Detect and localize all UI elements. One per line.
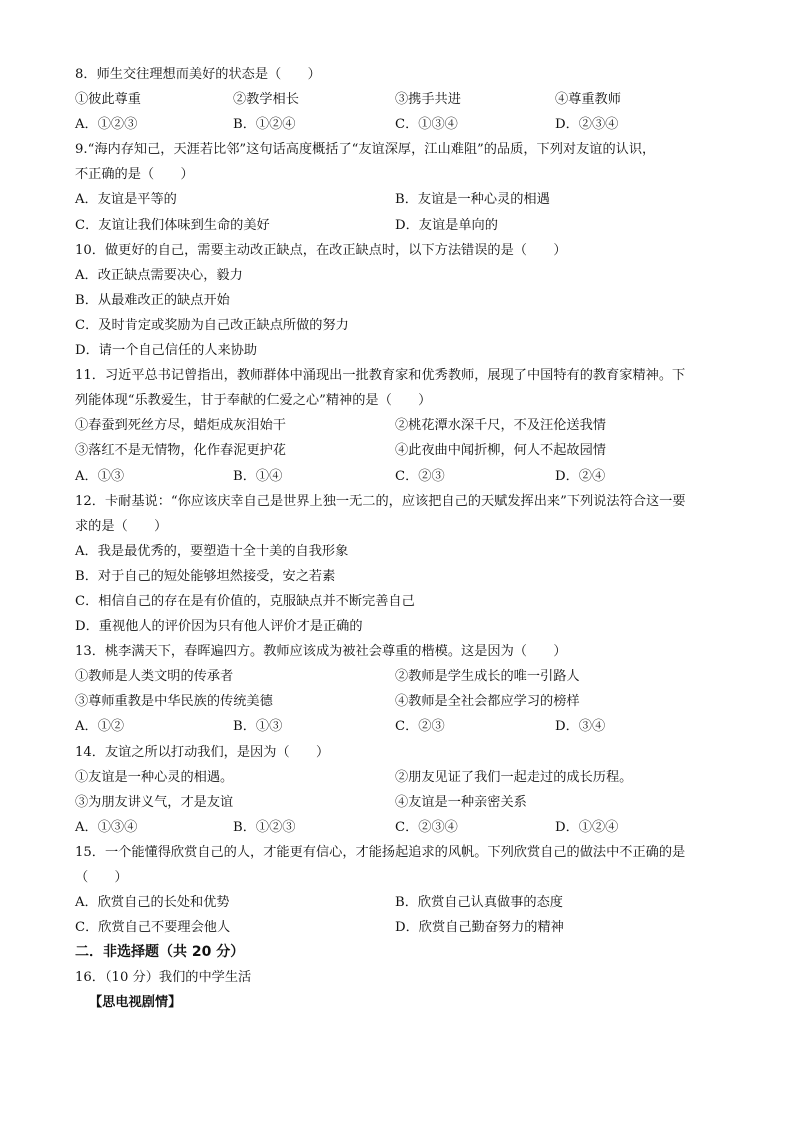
option-row xyxy=(75,815,735,840)
question-14 xyxy=(75,740,735,840)
option-row xyxy=(75,187,735,212)
question-stem: 14．友谊之所以打动我们，是因为（ ） xyxy=(75,744,330,760)
option-d: D．重视他人的评价因为只有他人评价才是正确的 xyxy=(75,619,363,635)
statement-2: ②教师是学生成长的唯一引路人 xyxy=(395,669,580,685)
question-stem: 15．一个能懂得欣赏自己的人，才能更有信心，才能扬起追求的风帆。下列欣赏自己的做法中不正确的是 xyxy=(75,844,686,860)
option-a: A．我是最优秀的，要塑造十全十美的自我形象 xyxy=(75,543,349,559)
question-9 xyxy=(75,137,735,237)
option-b: B．①④ xyxy=(233,468,283,484)
statement-row xyxy=(75,413,735,438)
option-d: D．①②④ xyxy=(555,819,619,835)
question-stem-cont: 求的是（ ） xyxy=(75,518,168,534)
statement-4: ④友谊是一种亲密关系 xyxy=(395,794,527,810)
option-row xyxy=(75,213,735,238)
statement-4: ④教师是全社会都应学习的榜样 xyxy=(395,694,580,710)
question-stem: 13．桃李满天下，春晖遍四方。教师应该成为被社会尊重的楷模。这是因为（ ） xyxy=(75,644,567,660)
statement-2: ②桃花潭水深千尺，不及汪伦送我情 xyxy=(395,418,606,434)
statement-row xyxy=(75,438,735,463)
statement-1: ①友谊是一种心灵的相遇。 xyxy=(75,769,234,785)
statement-3: ③为朋友讲义气，才是友谊 xyxy=(75,794,234,810)
option-a: A．①② xyxy=(75,719,125,735)
option-b: B．从最难改正的缺点开始 xyxy=(75,292,230,308)
option-row xyxy=(75,714,735,739)
statement-row xyxy=(75,87,735,112)
question-stem: 12．卡耐基说：“你应该庆幸自己是世界上独一无二的，应该把自己的天赋发挥出来”下列说法符合这一要 xyxy=(75,493,686,509)
question-stem: 10．做更好的自己，需要主动改正缺点，在改正缺点时，以下方法错误的是（ ） xyxy=(75,242,567,258)
option-a: A．①②③ xyxy=(75,117,138,133)
option-row xyxy=(75,915,735,940)
statement-3: ③携手共进 xyxy=(395,92,461,108)
option-d: D．②③④ xyxy=(555,117,619,133)
option-c: C．友谊让我们体味到生命的美好 xyxy=(75,217,270,233)
option-c: C．①③④ xyxy=(395,117,458,133)
option-row xyxy=(75,464,735,489)
option-d: D．欣赏自己勤奋努力的精神 xyxy=(395,920,564,936)
option-a: A．①③④ xyxy=(75,819,138,835)
question-13 xyxy=(75,639,735,739)
option-c: C．②③ xyxy=(395,468,445,484)
option-b: B．①③ xyxy=(233,719,283,735)
option-c: C．欣赏自己不要理会他人 xyxy=(75,920,231,936)
question-8 xyxy=(75,62,735,137)
statement-3: ③尊师重教是中华民族的传统美德 xyxy=(75,694,273,710)
subsection-heading: 【思电视剧情】 xyxy=(89,995,182,1011)
option-b: B．友谊是一种心灵的相遇 xyxy=(395,192,550,208)
question-stem-cont: （ ） xyxy=(75,870,128,885)
option-b: B．①②③ xyxy=(233,819,296,835)
option-b: B．欣赏自己认真做事的态度 xyxy=(395,895,563,911)
question-15 xyxy=(75,840,735,940)
option-d: D．友谊是单向的 xyxy=(395,217,498,233)
option-b: B．对于自己的短处能够坦然接受，安之若素 xyxy=(75,568,336,584)
option-c: C．及时肯定或奖励为自己改正缺点所做的努力 xyxy=(75,317,349,333)
option-a: A．友谊是平等的 xyxy=(75,192,177,208)
statement-1: ①春蚕到死丝方尽，蜡炬成灰泪始干 xyxy=(75,418,286,434)
option-d: D．请一个自己信任的人来协助 xyxy=(75,343,258,359)
statement-1: ①彼此尊重 xyxy=(75,92,141,108)
statement-4: ④此夜曲中闻折柳，何人不起故园情 xyxy=(395,443,606,459)
option-c: C．②③④ xyxy=(395,819,458,835)
option-d: D．②④ xyxy=(555,468,606,484)
question-11 xyxy=(75,363,735,488)
statement-row xyxy=(75,689,735,714)
statement-3: ③落红不是无情物，化作春泥更护花 xyxy=(75,443,286,459)
statement-1: ①教师是人类文明的传承者 xyxy=(75,669,234,685)
option-a: A．欣赏自己的长处和优势 xyxy=(75,895,230,911)
section-2 xyxy=(75,940,735,1015)
question-stem-cont: 列能体现“乐教爱生，甘于奉献的仁爱之心”精神的是（ ） xyxy=(75,393,432,409)
option-c: C．相信自己的存在是有价值的，克服缺点并不断完善自己 xyxy=(75,593,415,609)
section-title: 二．非选择题（共 20 分） xyxy=(75,944,245,961)
question-stem-cont: 不正确的是（ ） xyxy=(75,167,194,183)
option-a: A．改正缺点需要决心，毅力 xyxy=(75,267,243,283)
option-c: C．②③ xyxy=(395,719,445,735)
question-stem: 11．习近平总书记曾指出，教师群体中涌现出一批教育家和优秀教师，展现了中国特有的教育家精神。下 xyxy=(75,368,686,384)
question-16-stem: 16．（10 分）我们的中学生活 xyxy=(75,970,252,986)
statement-row xyxy=(75,765,735,790)
statement-2: ②朋友见证了我们一起走过的成长历程。 xyxy=(395,769,633,785)
question-12 xyxy=(75,489,735,640)
question-10 xyxy=(75,238,735,363)
option-a: A．①③ xyxy=(75,468,125,484)
question-stem: 8．师生交往理想而美好的状态是（ ） xyxy=(75,67,321,82)
option-row xyxy=(75,890,735,915)
statement-2: ②教学相长 xyxy=(233,92,299,108)
exam-page xyxy=(75,62,735,1016)
statement-row xyxy=(75,790,735,815)
statement-4: ④尊重教师 xyxy=(555,92,621,108)
option-row xyxy=(75,112,735,137)
option-d: D．③④ xyxy=(555,719,606,735)
option-b: B．①②④ xyxy=(233,117,296,133)
question-stem: 9.“海内存知己，天涯若比邻”这句话高度概括了“友谊深厚，江山难阻”的品质，下列对友谊的认识， xyxy=(75,142,656,158)
statement-row xyxy=(75,664,735,689)
